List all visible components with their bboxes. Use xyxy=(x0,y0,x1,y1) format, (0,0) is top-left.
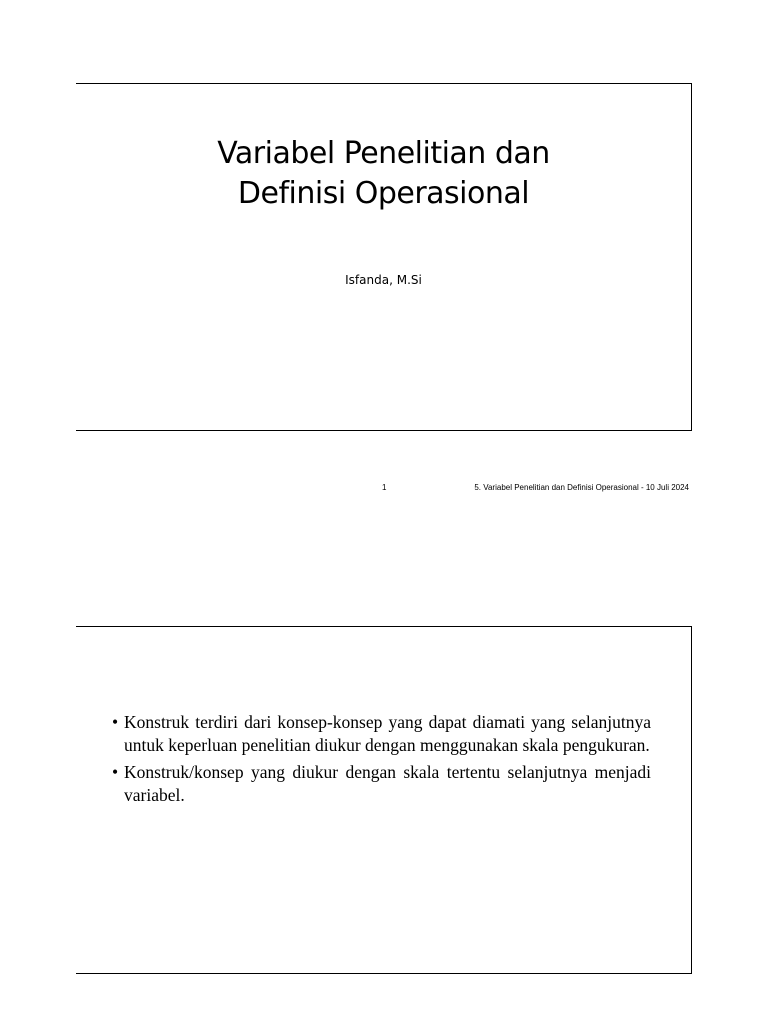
slide-author: Isfanda, M.Si xyxy=(345,273,422,287)
bullet-text: Konstruk/konsep yang diukur dengan skala tertentu selanjutnya menjadi variabel. xyxy=(124,762,651,805)
slide-content-card xyxy=(76,626,692,974)
bullet-text: Konstruk terdiri dari konsep-konsep yang dapat diamati yang selanjutnya untuk keperluan penelitian diukur dengan menggunakan skala pengukuran. xyxy=(124,712,651,755)
page-caption: 5. Variabel Penelitian dan Definisi Operasional - 10 Juli 2024 xyxy=(474,483,689,492)
bullet-item xyxy=(112,711,651,757)
slide-title xyxy=(76,134,691,214)
slide-title-line-1: Variabel Penelitian dan xyxy=(217,136,550,171)
bullet-icon: • xyxy=(112,712,119,732)
bullet-item xyxy=(112,761,651,807)
slide-title-card xyxy=(76,83,692,431)
bullet-list xyxy=(112,711,651,811)
page-number: 1 xyxy=(382,483,387,492)
bullet-icon: • xyxy=(112,762,119,782)
slide-title-line-2: Definisi Operasional xyxy=(237,176,530,211)
page-footer xyxy=(0,482,768,496)
